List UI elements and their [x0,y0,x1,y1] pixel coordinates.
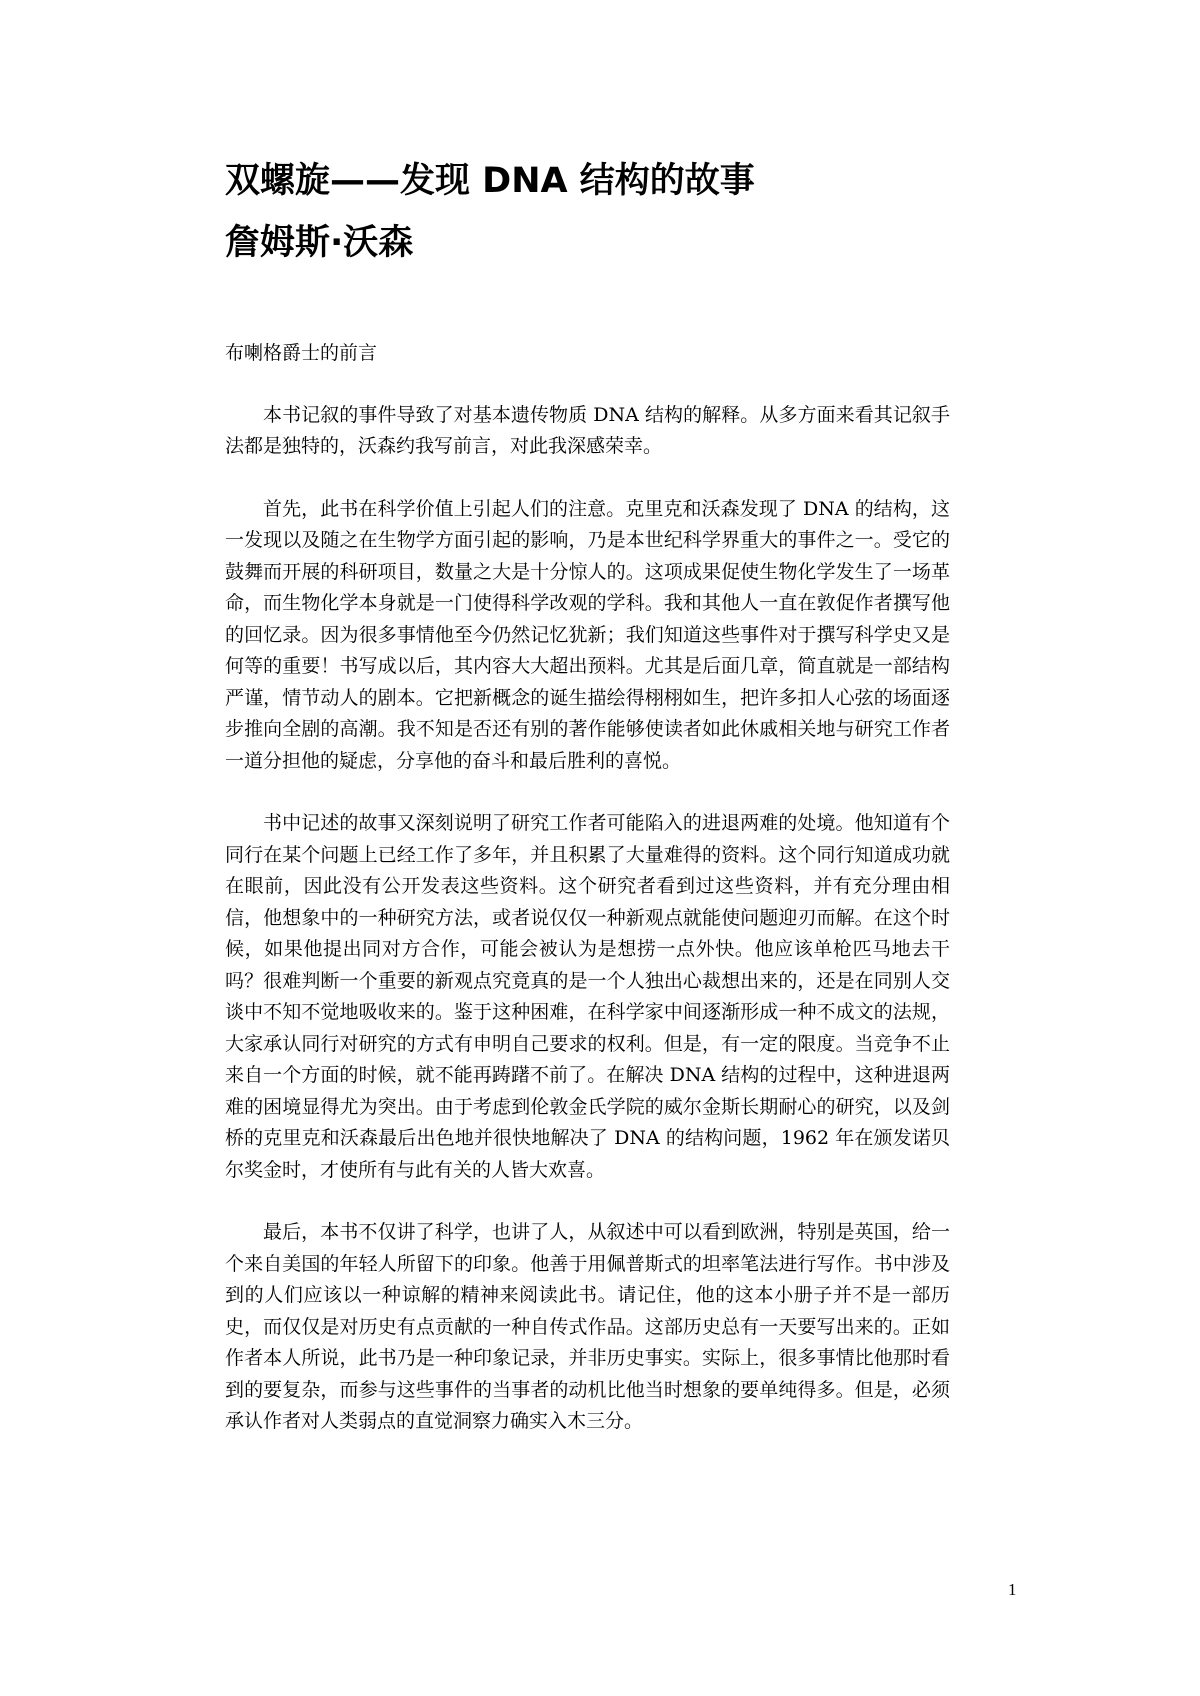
title-block [225,150,985,274]
main-content [225,338,950,1469]
book-title: 双螺旋——发现 DNA 结构的故事 [225,161,755,201]
page-number: 1 [1008,1580,1017,1599]
paragraph-2: 首先，此书在科学价值上引起人们的注意。克里克和沃森发现了 DNA 的结构，这一发现以及随之在生物学方面引起的影响，乃是本世纪科学界重大的事件之一。受它的鼓舞而开展的科研项目，数量之大是十分惊人的。这项成果促使生物化学发生了一场革命，而生物化学本身就是一门使得科学改观的学科。我和其他人一直在敦促作者撰写他的回忆录。因为很多事情他至今仍然记忆犹新；我们知道这些事件对于撰写科学史又是何等的重要！书写成以后，其内容大大超出预料。尤其是后面几章，简直就是一部结构严谨，情节动人的剧本。它把新概念的诞生描绘得栩栩如生，把许多扣人心弦的场面逐步推向全剧的高潮。我不知是否还有别的著作能够使读者如此休戚相关地与研究工作者一道分担他的疑虑，分享他的奋斗和最后胜利的喜悦。 [225,497,950,772]
paragraph-1: 本书记叙的事件导致了对基本遗传物质 DNA 结构的解释。从多方面来看其记叙手法都是独特的，沃森约我写前言，对此我深感荣幸。 [225,403,950,457]
paragraph-4: 最后，本书不仅讲了科学，也讲了人，从叙述中可以看到欧洲，特别是英国，给一个来自美国的年轻人所留下的印象。他善于用佩普斯式的坦率笔法进行写作。书中涉及到的人们应该以一种谅解的精神来阅读此书。请记住，他的这本小册子并不是一部历史，而仅仅是对历史有点贡献的一种自传式作品。这部历史总有一天要写出来的。正如作者本人所说，此书乃是一种印象记录，并非历史事实。实际上，很多事情比他那时看到的要复杂，而参与这些事件的当事者的动机比他当时想象的要单纯得多。但是，必须承认作者对人类弱点的直觉洞察力确实入木三分。 [225,1221,950,1432]
section-title: 布喇格爵士的前言 [225,342,378,364]
author-name: 詹姆斯·沃森 [225,223,414,263]
paragraph-3: 书中记述的故事又深刻说明了研究工作者可能陷入的进退两难的处境。他知道有个同行在某个问题上已经工作了多年，并且积累了大量难得的资料。这个同行知道成功就在眼前，因此没有公开发表这些资料。这个研究者看到过这些资料，并有充分理由相信，他想象中的一种研究方法，或者说仅仅一种新观点就能使问题迎刃而解。在这个时候，如果他提出同对方合作，可能会被认为是想捞一点外快。他应该单枪匹马地去干吗？很难判断一个重要的新观点究竟真的是一个人独出心裁想出来的，还是在同别人交谈中不知不觉地吸收来的。鉴于这种困难，在科学家中间逐渐形成一种不成文的法规，大家承认同行对研究的方式有申明自己要求的权利。但是，有一定的限度。当竞争不止来自一个方面的时候，就不能再踌躇不前了。在解决 DNA 结构的过程中，这种进退两难的困境显得尤为突出。由于考虑到伦敦金氏学院的威尔金斯长期耐心的研究，以及剑桥的克里克和沃森最后出色地并很快地解决了 DNA 的结构问题，1962 年在颁发诺贝尔奖金时，才使所有与此有关的人皆大欢喜。 [225,812,950,1181]
